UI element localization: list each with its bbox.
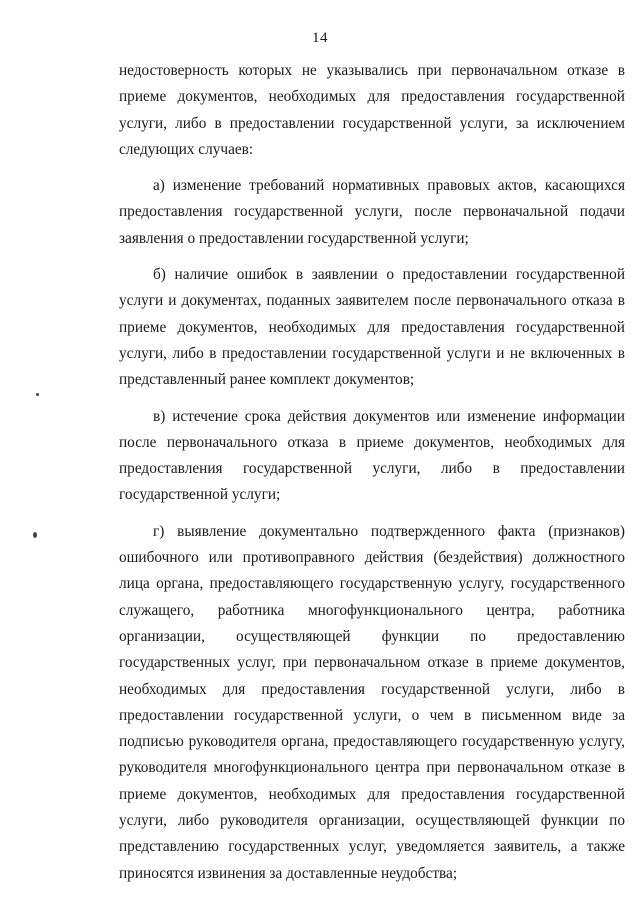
paragraph-a: а) изменение требований нормативных правовых актов, касающихся предоставления государственной услуги, после первоначальной подачи заявления о предоставлении государственной услуги; <box>119 177 625 247</box>
paragraph-g: г) выявление документально подтвержденного факта (признаков) ошибочного или противоправного действия (бездействия) должностного лица органа, предоставляющего государственную услугу, государственного служащего, работника многофункционального центра, работника организации, осуществляющей функции по предоставлению государственных услуг, при первоначальном отказе в приеме документов, необходимых для предоставления государственной услуги, либо в предоставлении государственной услуги, о чем в письменном виде за подписью руководителя органа, предоставляющего государственную услугу, руководителя многофункционального центра при первоначальном отказе в приеме документов, необходимых для предоставления государственной услуги, либо руководителя организации, осуществляющей функции по представлению государственных услуг, уведомляется заявитель, а также приносятся извинения за доставленные неудобства; <box>119 522 625 882</box>
paragraph-b: б) наличие ошибок в заявлении о предоставлении государственной услуги и документах, поданных заявителем после первоначального отказа в приеме документов, необходимых для предоставления государственной услуги, либо в предоставлении государственной услуги и не включенных в представленный ранее комплект документов; <box>119 266 625 389</box>
paragraph-v: в) истечение срока действия документов или изменение информации после первоначального отказа в приеме документов, необходимых для предоставления государственной услуги, либо в предоставлении государственной услуги; <box>119 407 625 504</box>
page-number: 14 <box>312 30 328 46</box>
scan-speck <box>36 393 39 396</box>
document-body <box>119 58 625 887</box>
paragraph-continuation: недостоверность которых не указывались при первоначальном отказе в приеме документов, необходимых для предоставления государственной услуги, либо в предоставлении государственной услуги, за исключением следующих случаев: <box>119 62 625 158</box>
scan-speck <box>33 532 37 538</box>
